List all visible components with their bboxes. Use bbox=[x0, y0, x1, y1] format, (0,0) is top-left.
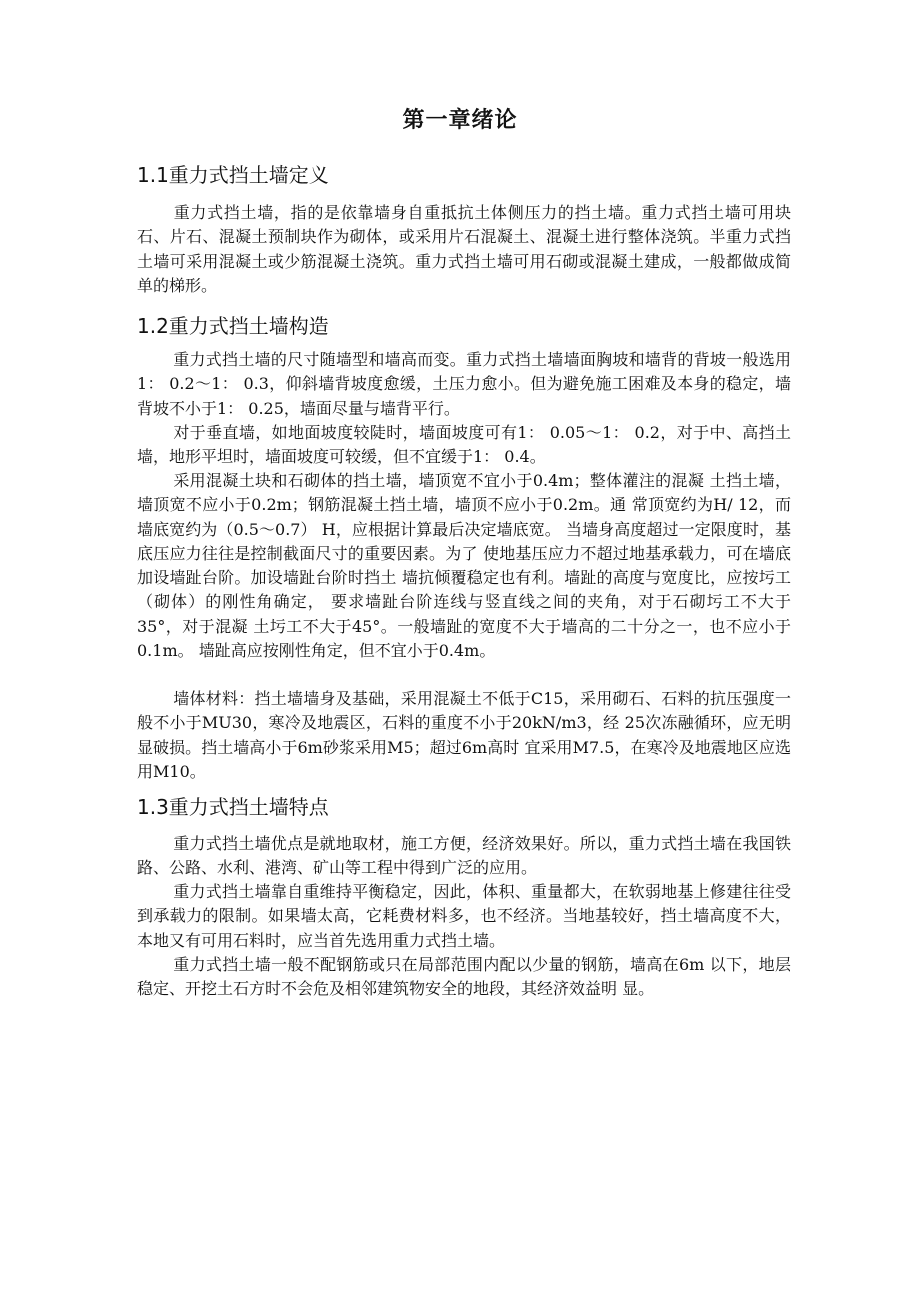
paragraph: 对于垂直墙，如地面坡度较陡时，墙面坡度可有1： 0.05～1： 0.2，对于中、高挡土墙，地形平坦时，墙面坡度可较缓，但不宜缓于1： 0.4。 bbox=[137, 423, 791, 467]
paragraph: 重力式挡土墙的尺寸随墙型和墙高而变。重力式挡土墙墙面胸坡和墙背的背坡一般选用1： 0.2～1： 0.3，仰斜墙背坡度愈缓，土压力愈小。但为避免施工困难及本身的稳定，墙背坡不小于1： 0.25，墙面尽量与墙背平行。 bbox=[137, 350, 791, 418]
section-heading-1-3: 1.3重力式挡土墙特点 bbox=[137, 795, 329, 819]
paragraph: 墙体材料：挡土墙墙身及基础，采用混凝土不低于C15，采用砌石、石料的抗压强度一般不小于MU30，寒冷及地震区，石料的重度不小于20kN/m3，经 25次冻融循环，应无明显破损。挡土墙高小于6m砂浆采用M5；超过6m高时 宜采用M7.5，在寒冷及地震地区应选用M10。 bbox=[137, 689, 791, 781]
paragraph: 重力式挡土墙靠自重维持平衡稳定，因此，体积、重量都大，在软弱地基上修建往往受到承载力的限制。如果墙太高，它耗费材料多，也不经济。当地基较好，挡土墙高度不大，本地又有可用石料时，应当首先选用重力式挡土墙。 bbox=[137, 882, 791, 950]
paragraph: 重力式挡土墙优点是就地取材，施工方便，经济效果好。所以，重力式挡土墙在我国铁路、公路、水利、港湾、矿山等工程中得到广泛的应用。 bbox=[137, 834, 791, 878]
section-heading-1-2: 1.2重力式挡土墙构造 bbox=[137, 314, 329, 338]
paragraph: 重力式挡土墙，指的是依靠墙身自重抵抗土体侧压力的挡土墙。重力式挡土墙可用块石、片石、混凝土预制块作为砌体，或采用片石混凝土、混凝土进行整体浇筑。半重力式挡土墙可采用混凝土或少筋混凝土浇筑。重力式挡土墙可用石砌或混凝土建成，一般都做成简单的梯形。 bbox=[137, 203, 791, 295]
chapter-title: 第一章绪论 bbox=[402, 108, 518, 133]
section-heading-1-1: 1.1重力式挡土墙定义 bbox=[137, 163, 329, 187]
paragraph: 重力式挡土墙一般不配钢筋或只在局部范围内配以少量的钢筋，墙高在6m 以下，地层稳定、开挖土石方时不会危及相邻建筑物安全的地段，其经济效益明 显。 bbox=[137, 955, 791, 999]
paragraph: 采用混凝土块和石砌体的挡土墙，墙顶宽不宜小于0.4m；整体灌注的混凝 土挡土墙，墙顶宽不应小于0.2m；钢筋混凝土挡土墙，墙顶不应小于0.2m。通 常顶宽约为H/ 12，而墙底宽约为（0.5～0.7） H，应根据计算最后决定墙底宽。 当墙身高度超过一定限度时，基底压应力往往是控制截面尺寸的重要因素。为了 使地基压应力不超过地基承载力，可在墙底加设墙趾台阶。加设墙趾台阶时挡土 墙抗倾覆稳定也有利。墙趾的高度与宽度比，应按圬工（砌体）的刚性角确定， 要求墙趾台阶连线与竖直线之间的夹角，对于石砌圬工不大于35°，对于混凝 土圬工不大于45°。一般墙趾的宽度不大于墙高的二十分之一，也不应小于0.1m。 墙趾高应按刚性角定，但不宜小于0.4m。 bbox=[137, 471, 791, 661]
